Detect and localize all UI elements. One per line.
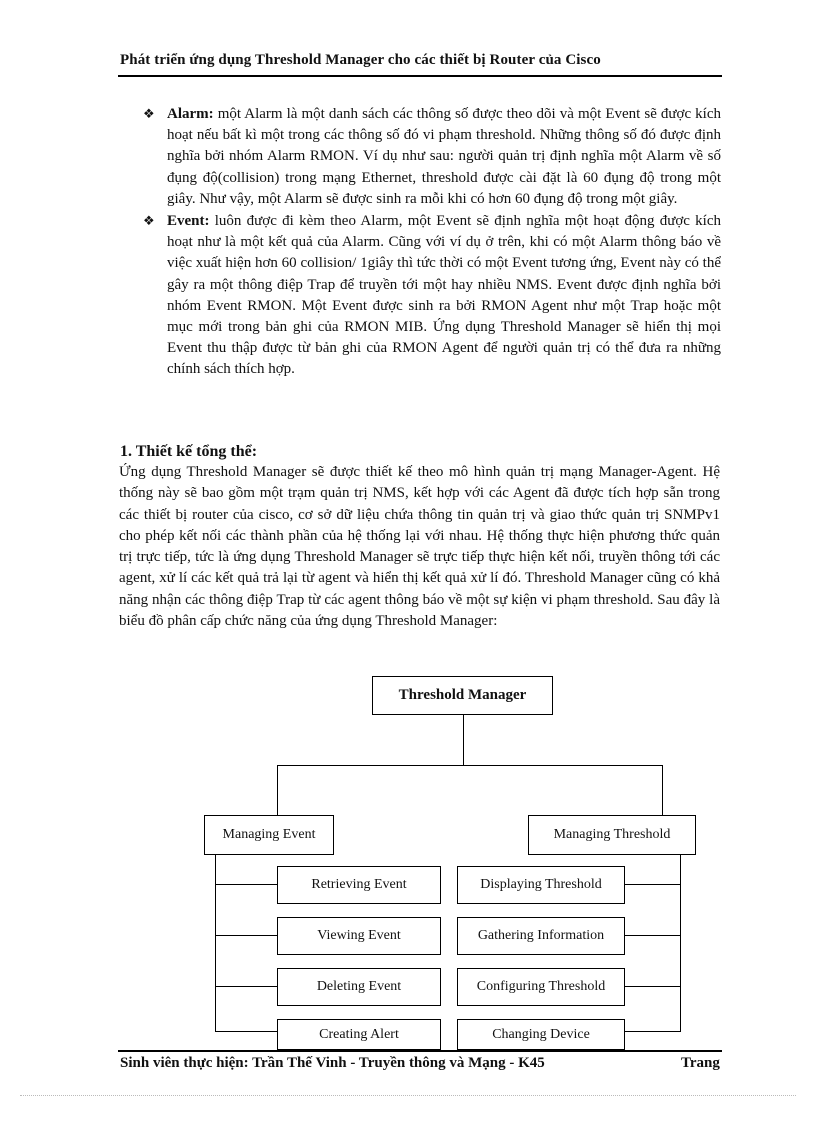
connector-line [215,854,216,1032]
page-header-title: Phát triển ứng dụng Threshold Manager cho các thiết bị Router của Cisco [120,52,601,68]
bullet-item-event [143,211,721,381]
footer-divider [118,1050,722,1052]
connector-line [277,765,278,816]
footer-author: Sinh viên thực hiện: Trần Thế Vinh - Truyền thông và Mạng - K45 [120,1055,545,1071]
diagram-left-branch-box: Managing Event [204,815,334,855]
diagram-left-child-box: Retrieving Event [277,866,441,904]
bullet-item-alarm [143,104,721,210]
connector-line [215,1031,277,1032]
section-heading: 1. Thiết kế tổng thể: [120,443,258,460]
page-boundary [20,1095,796,1096]
connector-line [215,986,277,987]
connector-line [625,884,681,885]
diagram-left-child-box: Creating Alert [277,1019,441,1050]
diamond-bullet-icon: ❖ [143,107,155,122]
section-paragraph: Ứng dụng Threshold Manager sẽ được thiết kế theo mô hình quản trị mạng Manager-Agent. Hệ thống này sẽ bao gồm một trạm quản trị NMS, kết hợp với các Agent đã được tích hợp sẵn trong các thiết bị router của cisco, cơ sở dữ liệu chứa thông tin quản trị và giao thức quản trị SNMPv1 cho phép kết nối các thành phần của hệ thống lại với nhau. Hệ thống thực hiện phương thức quản trị trực tiếp, tức là ứng dụng Threshold Manager sẽ trực tiếp thực hiện kết nối, truyền thông tới các agent, xử lí các kết quả trả lại từ agent và hiển thị kết quả xử lí đó. Threshold Manager cũng có khả năng nhận các thông điệp Trap từ các agent thông báo về một sự kiện vi phạm threshold. Sau đây là biểu đồ phân cấp chức năng của ứng dụng Threshold Manager: [119,464,720,630]
connector-line [277,765,663,766]
connector-line [625,1031,681,1032]
diagram-left-child-box: Viewing Event [277,917,441,955]
diagram-right-child-box: Changing Device [457,1019,625,1050]
connector-line [680,854,681,1032]
diagram-right-child-box: Displaying Threshold [457,866,625,904]
diagram-right-child-box: Configuring Threshold [457,968,625,1006]
connector-line [215,884,277,885]
diagram-right-branch-box: Managing Threshold [528,815,696,855]
diagram-root-box: Threshold Manager [372,676,553,715]
diagram-left-child-box: Deleting Event [277,968,441,1006]
connector-line [625,935,681,936]
diagram-right-child-box: Gathering Information [457,917,625,955]
connector-line [625,986,681,987]
connector-line [662,765,663,816]
bullet-list [143,104,721,382]
bullet-term: Alarm: [167,106,214,122]
bullet-text: luôn được đi kèm theo Alarm, một Event sẽ định nghĩa một hoạt động được kích hoạt như là một kết quả của Alarm. Cũng với ví dụ ở trên, khi có một Alarm thông báo về việc xuất hiện hơn 60 collision/ 1giây thì tức thời có một Event tương ứng, Event này có thể gây ra một thông điệp Trap để truyền tới một hay nhiều NMS. Event được định nghĩa bởi nhóm Event RMON. Một Event được sinh ra bởi RMON Agent như một Trap hoặc một mục mới trong bản ghi của RMON MIB. Ứng dụng Threshold Manager sẽ hiển thị mọi Event thu thập được từ bản ghi của RMON Agent để người quản trị có thể đưa ra những chính sách thích hợp. [167,213,721,378]
connector-line [463,714,464,765]
bullet-text: một Alarm là một danh sách các thông số được theo dõi và một Event sẽ được kích hoạt nếu bất kì một trong các thông số đó vi phạm threshold. Những thông số đó được định nghĩa bởi nhóm Alarm RMON. Ví dụ như sau: người quản trị định nghĩa một Alarm về số đụng độ(collision) trong mạng Ethernet, threshold được cài đặt là 60 đụng độ trong một giây. Như vậy, một Alarm sẽ được sinh ra mỗi khi có hơn 60 đụng độ trong một giây. [167,106,721,207]
diamond-bullet-icon: ❖ [143,214,155,230]
bullet-term: Event: [167,213,210,230]
header-divider [118,75,722,77]
footer-page-label: Trang [681,1055,720,1071]
connector-line [215,935,277,936]
